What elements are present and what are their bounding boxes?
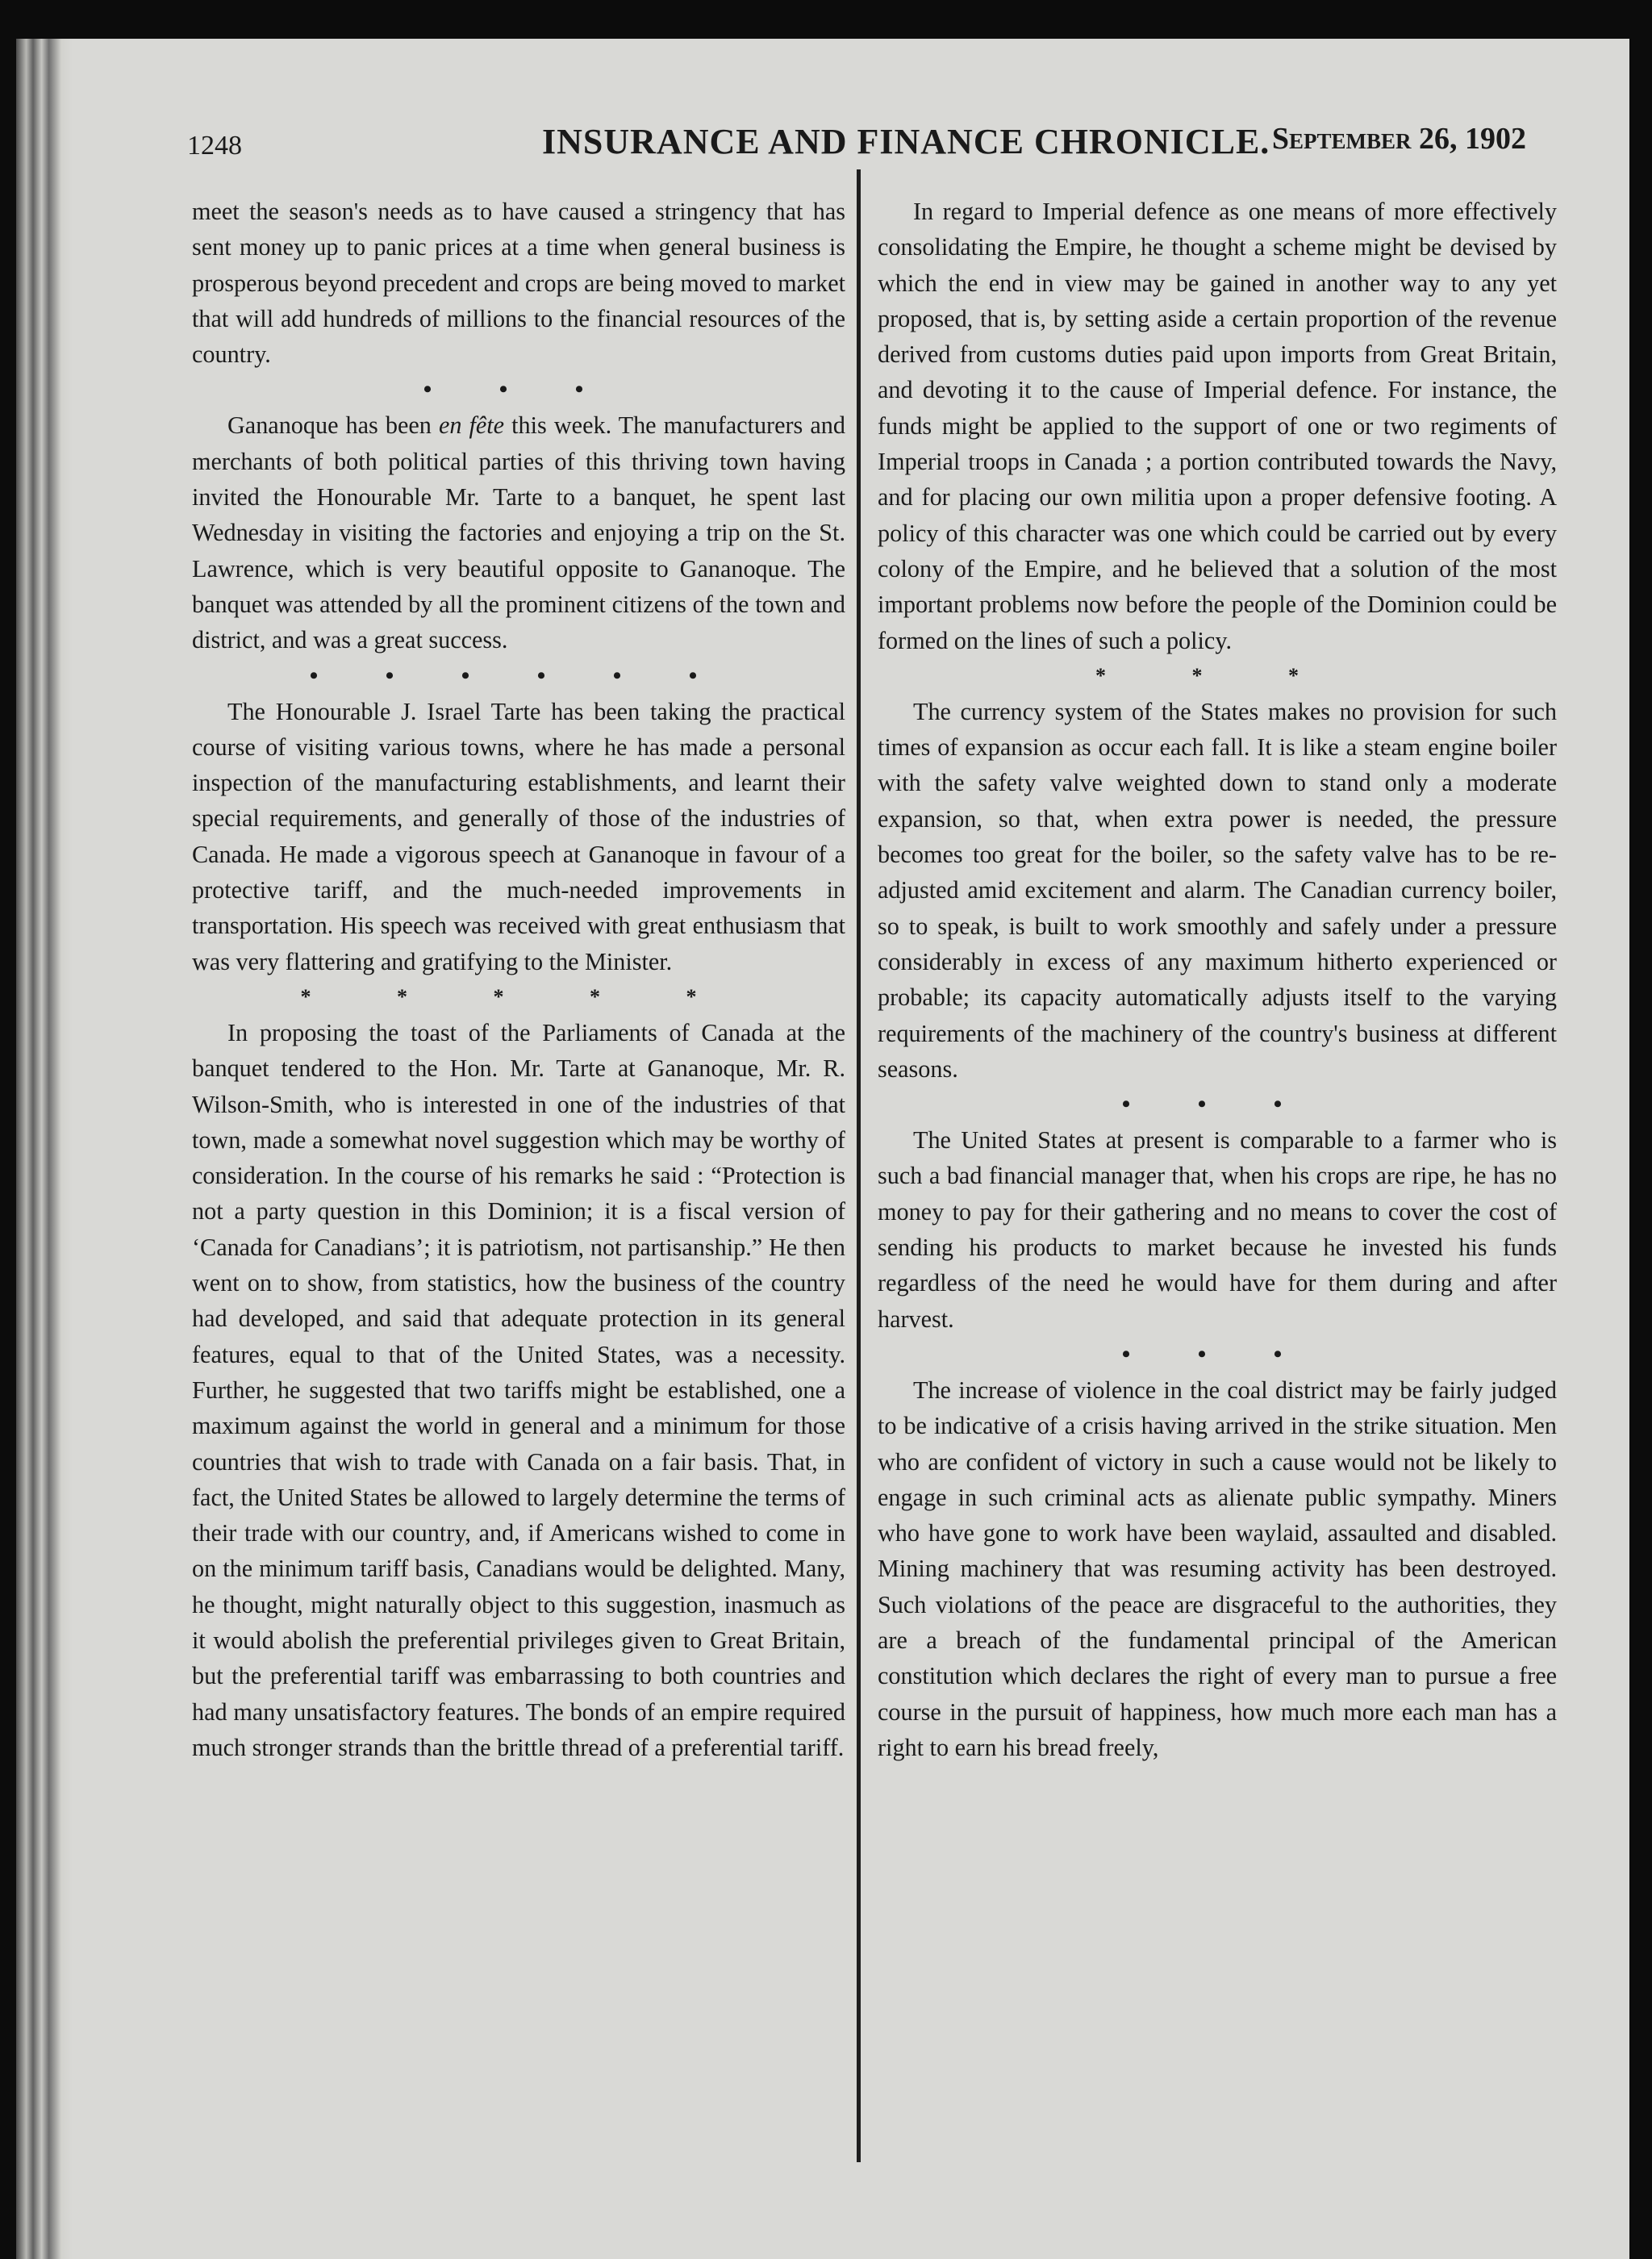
right-paragraph-4: The increase of violence in the coal district may be fairly judged to be indicative of a crisis having arrived in the strike situation. Men who are confident of victory in such a cause would not be likely to engage in such criminal acts as alienate public sympathy. Miners who have gone to work have been waylaid, assaulted and disabled. Mining machinery that was resuming activity has been destroyed. Such violations of the peace are disgraceful to the authorities, they are a breach of the fundamental principal of the American constitution which declares the right of every man to pursue a free course in the pursuit of happiness, how much more each man has a right to earn his bread freely,: [878, 1376, 1557, 1761]
left-separator-3: * * * * *: [300, 984, 737, 1008]
left-paragraph-3: The Honourable J. Israel Tarte has been taking the practical course of visiting various towns, where he has made a personal inspection of the manufacturing establishments, and learnt their special requirements, and generally of those of the industries of Canada. He made a vigorous speech at Gananoque in favour of a protective tariff, and the much-needed improvements in transportation. His speech was received with great enthusiasm that was very flattering and gratifying to the Minister.: [192, 697, 845, 975]
page-binding-edge: [16, 39, 73, 2259]
left-paragraph-4: In proposing the toast of the Parliaments of Canada at the banquet tendered to the Hon. Mr. Tarte at Gananoque, Mr. R. Wilson-Smith, who is interested in one of the industries of that town, made a somewhat novel suggestion which may be worthy of consideration. In the course of his remarks he said : “Protection is not a party question in this Dominion; it is a fiscal version of ‘Canada for Canadians’; it is patriotism, not partisanship.” He then went on to show, from statistics, how the business of the country had developed, and said that adequate protection in its general features, equal to that of the United States, was a necessity. Further, he suggested that two tariffs might be established, one a maximum against the world in general and a minimum for those countries that wish to trade with Canada on a fair basis. That, in fact, the United States be allowed to largely determine the terms of their trade with our country, and, if Americans wished to come in on the minimum tariff basis, Canadians would be delighted. Many, he thought, might naturally object to this suggestion, inasmuch as it would abolish the preferential privileges given to Great Britain, but the preferential tariff was embarrassing to both countries and had many unsatisfactory features. The bonds of an empire required much stronger strands than the brittle thread of a preferential tariff.: [192, 1018, 845, 1761]
right-paragraph-3: The United States at present is comparable to a farmer who is such a bad financial manager that, when his crops are ripe, he has no money to pay for their gathering and no means to cover the cost of sending his products to market because he invested his funds regardless of the need he would have for them during and after harvest.: [878, 1126, 1557, 1333]
right-separator-3: • • •: [1121, 1340, 1313, 1368]
left-separator-2: • • • • • •: [309, 662, 728, 689]
column-divider: [857, 169, 861, 2162]
page-number: 1248: [187, 131, 242, 161]
issue-date: September 26, 1902: [1271, 122, 1526, 156]
left-paragraph-2-start: Gananoque has been: [227, 411, 439, 440]
left-column: [192, 194, 845, 1765]
journal-title: INSURANCE AND FINANCE CHRONICLE.: [542, 122, 1270, 161]
left-paragraph-1: meet the season's needs as to have caused a stringency that has sent money up to panic prices at a time when general business is prosperous beyond precedent and crops are being moved to market that will add hundreds of millions to the financial resources of the country.: [192, 198, 845, 369]
right-separator-1: * * *: [1095, 663, 1339, 687]
right-paragraph-2: The currency system of the States makes no provision for such times of expansion as occur each fall. It is like a steam engine boiler with the safety valve weighted down to stand only a moderate expansion, so that, when extra power is needed, the pressure becomes too great for the boiler, so the safety valve has to be re-adjusted amid excitement and alarm. The Canadian currency boiler, so to speak, is built to work smoothly and safely under a pressure considerably in excess of any maximum hitherto experienced or probable; its capacity automatically adjusts itself to the varying requirements of the machinery of the country's business at different seasons.: [878, 697, 1557, 1083]
right-column: [878, 194, 1557, 1765]
left-separator-1: • • •: [423, 376, 615, 403]
left-paragraph-2-italic: en fête: [438, 411, 505, 440]
right-separator-2: • • •: [1121, 1091, 1313, 1118]
right-paragraph-1: In regard to Imperial defence as one means of more effectively consolidating the Empire, he thought a scheme might be devised by which the end in view may be gained in another way to any yet proposed, that is, by setting aside a certain proportion of the revenue derived from customs duties paid upon imports from Great Britain, and devoting it to the cause of Imperial defence. For instance, the funds might be applied to the support of one or two regiments of Imperial troops in Canada ; a portion contributed towards the Navy, and for placing our own militia upon a proper defensive footing. A policy of this character was one which could be carried out by every colony of the Empire, and he believed that a solution of the most important problems now before the people of the Dominion could be formed on the lines of such a policy.: [878, 198, 1557, 654]
running-head: [187, 121, 1526, 169]
left-paragraph-2: [192, 407, 845, 658]
left-paragraph-2-end: this week. The manufacturers and merchants of both political parties of this thriving town having invited the Honourable Mr. Tarte to a banquet, he spent last Wednesday in visiting the factories and enjoying a trip on the St. Lawrence, which is very beautiful opposite to Gananoque. The banquet was attended by all the prominent citizens of the town and district, and was a great success.: [192, 411, 845, 654]
